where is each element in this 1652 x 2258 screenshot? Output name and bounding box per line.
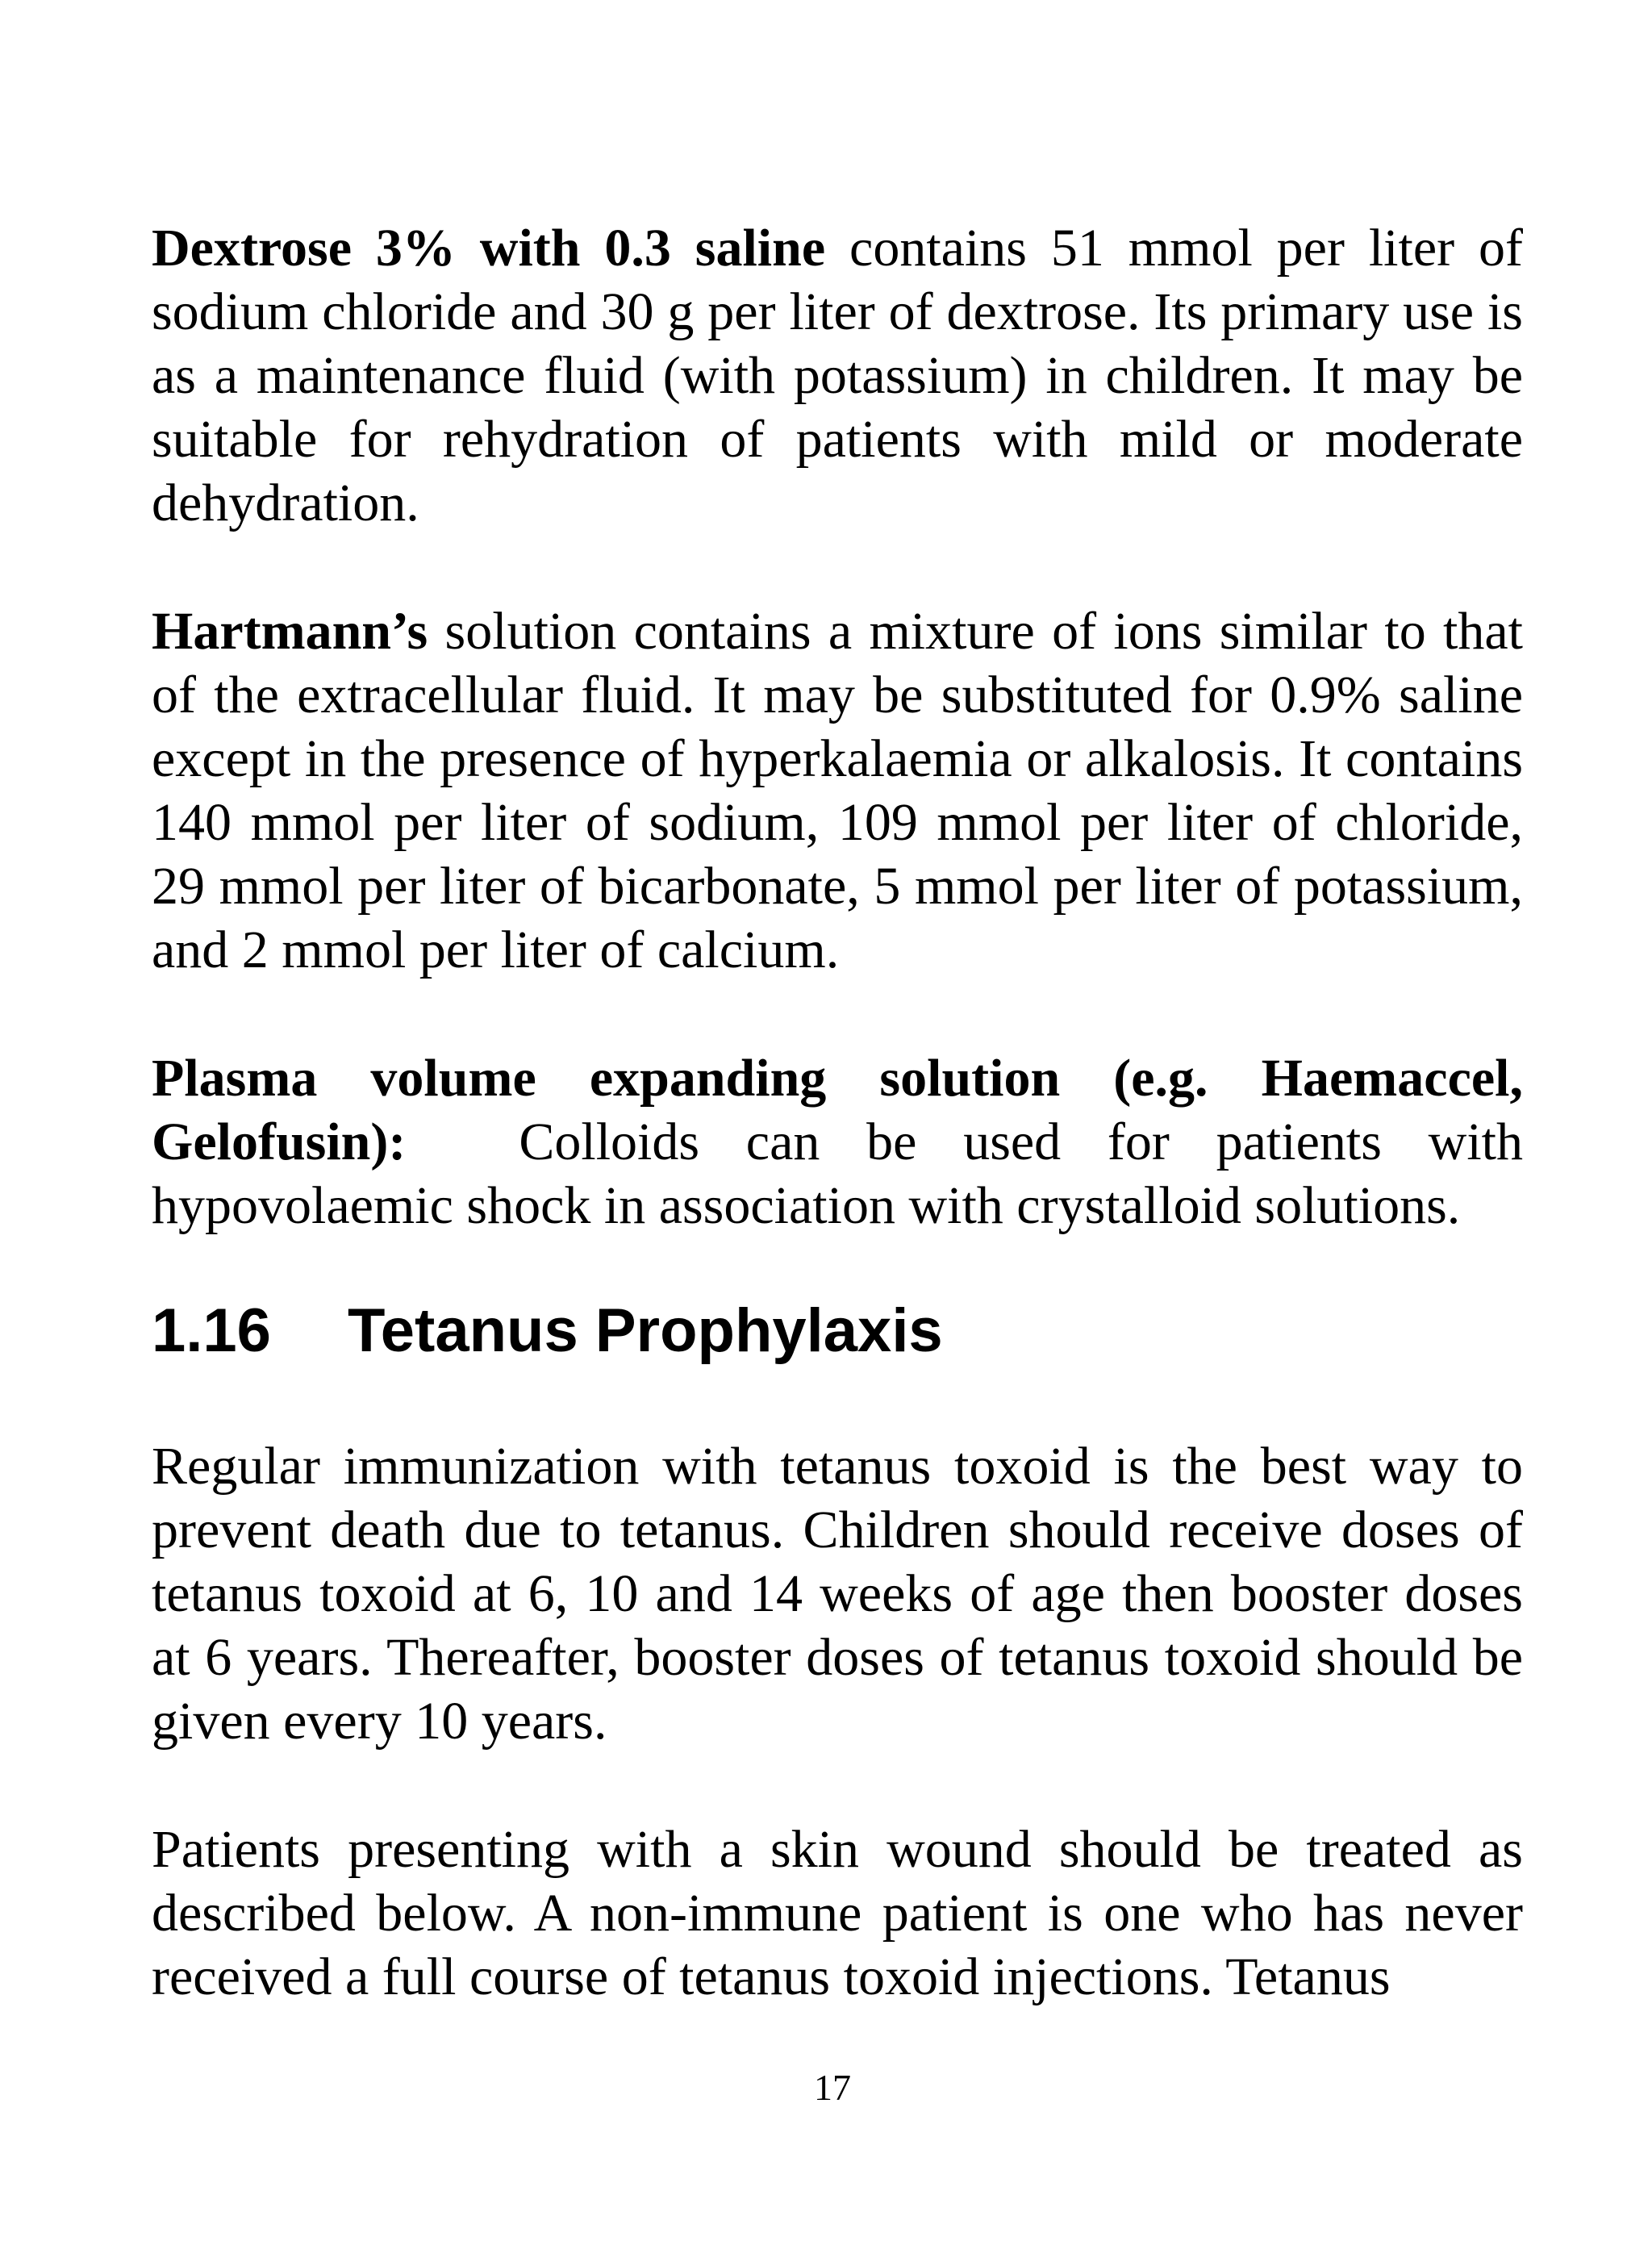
term-plasma: Plasma volume expanding solution (e.g. Haemaccel, Gelofusin): [152,1049,1523,1171]
text-dextrose: contains 51 mmol per liter of sodium chloride and 30 g per liter of dextrose. Its primary use is as a maintenance fluid (with potassium) in children. It may be suitable for rehydration of patients with mild or moderate dehydration. [152,219,1523,532]
paragraph-plasma [152,1046,1523,1238]
page-body [152,216,1523,2009]
paragraph-hartmanns [152,599,1523,982]
section-title: Tetanus Prophylaxis [348,1296,943,1365]
text-hartmanns: solution contains a mixture of ions similar to that of the extracellular fluid. It may be substituted for 0.9% saline except in the presence of hyperkalaemia or alkalosis. It contains 140 mmol per liter of sodium, 109 mmol per liter of chloride, 29 mmol per liter of bicarbonate, 5 mmol per liter of potassium, and 2 mmol per liter of calcium. [152,602,1523,979]
paragraph-immunization: Regular immunization with tetanus toxoid is the best way to prevent death due to tetanus. Children should receive doses of tetanus toxoid at 6, 10 and 14 weeks of age then booster doses at 6 years. Thereafter, booster doses of tetanus toxoid should be given every 10 years. [152,1437,1523,1751]
section-number: 1.16 [152,1296,271,1365]
section-heading [152,1292,1523,1370]
page-number: 17 [814,2067,851,2108]
text-plasma: Colloids can be used for patients with hypovolaemic shock in association with crystalloid solutions. [152,1112,1523,1235]
paragraph-dextrose [152,216,1523,535]
paragraph-wound: Patients presenting with a skin wound should be treated as described below. A non-immune patient is one who has never received a full course of tetanus toxoid injections. Tetanus [152,1820,1523,2006]
term-hartmanns: Hartmann’s [152,602,428,661]
term-dextrose: Dextrose 3% with 0.3 saline [152,219,826,278]
